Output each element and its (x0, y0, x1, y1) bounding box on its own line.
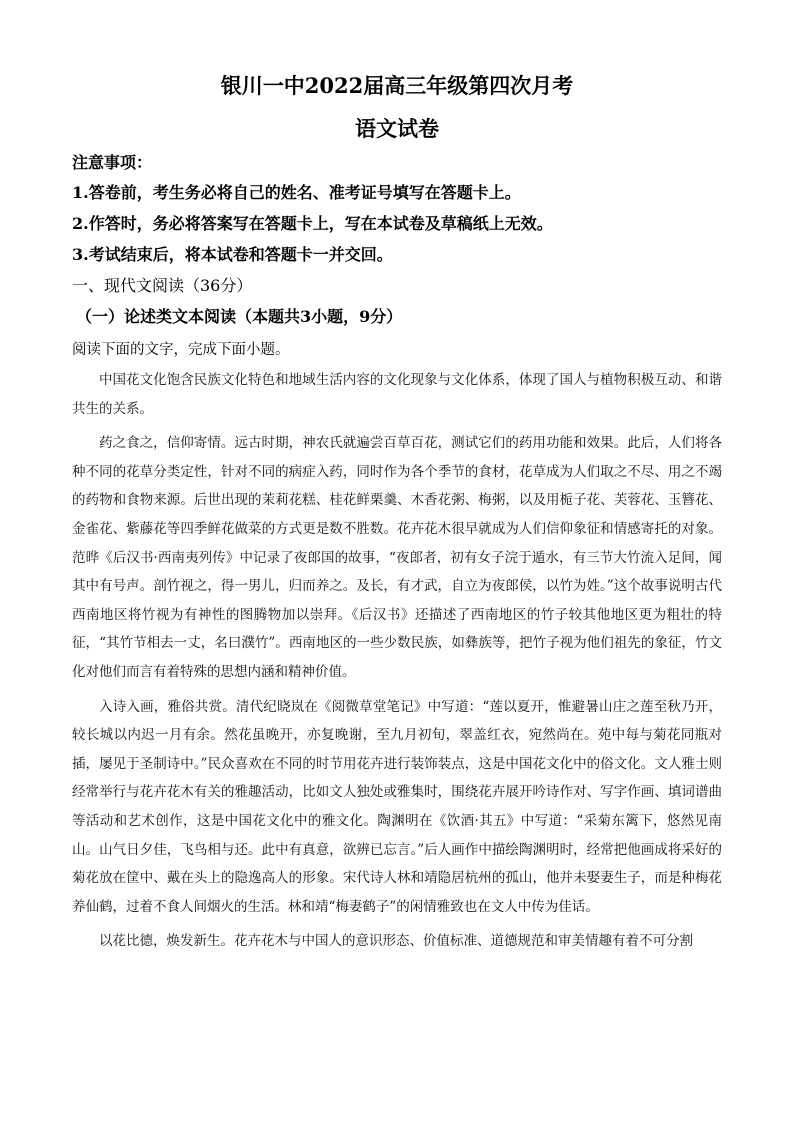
reading-passage (72, 366, 722, 956)
notice-item-1: 1.答卷前，考生务必将自己的姓名、准考证号填写在答题卡上。 (72, 183, 521, 202)
passage-paragraph-2: 药之食之，信仰寄情。远古时期，神农氏就遍尝百草百花，测试它们的药用功能和效果。此后，人们将各种不同的花草分类定性，针对不同的病症入药，同时作为各个季节的食材，花草成为人们取之不尽、用之不竭的药物和食物来源。后世出现的茉莉花糕、桂花鲜栗羹、木香花粥、梅粥，以及用栀子花、芙蓉花、玉簪花、金雀花、紫藤花等四季鲜花做菜的方式更是数不胜数。花卉花木很早就成为人们信仰象征和情感寄托的对象。范晔《后汉书·西南夷列传》中记录了夜郎国的故事，“夜郎者，初有女子浣于遁水，有三节大竹流入足间，闻其中有号声。剖竹视之，得一男儿，归而养之。及长，有才武，自立为夜郎侯，以竹为姓。”这个故事说明古代西南地区将竹视为有神性的图腾物加以崇拜。《后汉书》还描述了西南地区的竹子较其他地区更为粗壮的特征，“其竹节相去一丈，名曰濮竹”。西南地区的一些少数民族，如彝族等，把竹子视为他们祖先的象征，竹文化对他们而言有着特殊的思想内涵和精神价值。 (72, 435, 722, 680)
section-title: 一、现代文阅读（36分） (72, 276, 253, 295)
passage-paragraph-4: 以花比德，焕发新生。花卉花木与中国人的意识形态、价值标准、道德规范和审美情趣有着不可分割 (99, 933, 693, 950)
reading-instruction: 阅读下面的文字，完成下面小题。 (72, 342, 290, 358)
passage-paragraph-1: 中国花文化饱含民族文化特色和地域生活内容的文化现象与文化体系，体现了国人与植物积极互动、和谐共生的关系。 (72, 372, 722, 417)
notice-item-2: 2.作答时，务必将答案写在答题卡上，写在本试卷及草稿纸上无效。 (72, 214, 553, 233)
notice-heading: 注意事项： (72, 153, 153, 172)
exam-subtitle: 语文试卷 (355, 116, 439, 141)
notice-item-3: 3.考试结束后，将本试卷和答题卡一并交回。 (72, 245, 393, 264)
exam-title: 银川一中2022届高三年级第四次月考 (220, 73, 574, 98)
passage-paragraph-3: 入诗入画，雅俗共赏。清代纪晓岚在《阅微草堂笔记》中写道：“莲以夏开，惟避暑山庄之莲至秋乃开，较长城以内迟一月有余。然花虽晚开，亦复晚谢，至九月初旬，翠盖红衣，宛然尚在。苑中每与菊花同瓶对插，屡见于圣制诗中。”民众喜欢在不同的时节用花卉进行装饰装点，这是中国花文化中的俗文化。文人雅士则经常举行与花卉花木有关的雅趣活动，比如文人独处或雅集时，围绕花卉展开吟诗作对、写字作画、填词谱曲等活动和艺术创作，这是中国花文化中的雅文化。陶渊明在《饮酒·其五》中写道：“采菊东篱下，悠然见南山。山气日夕佳，飞鸟相与还。此中有真意，欲辨已忘言。”后人画作中描绘陶渊明时，经常把他画成将采好的菊花放在筐中、戴在头上的隐逸高人的形象。宋代诗人林和靖隐居杭州的孤山，他并未娶妻生子，而是种梅花养仙鹤，过着不食人间烟火的生活。林和靖“梅妻鹤子”的闲情雅致也在文人中传为佳话。 (72, 698, 722, 915)
section-subtitle: （一）论述类文本阅读（本题共3小题，9分） (76, 307, 403, 326)
